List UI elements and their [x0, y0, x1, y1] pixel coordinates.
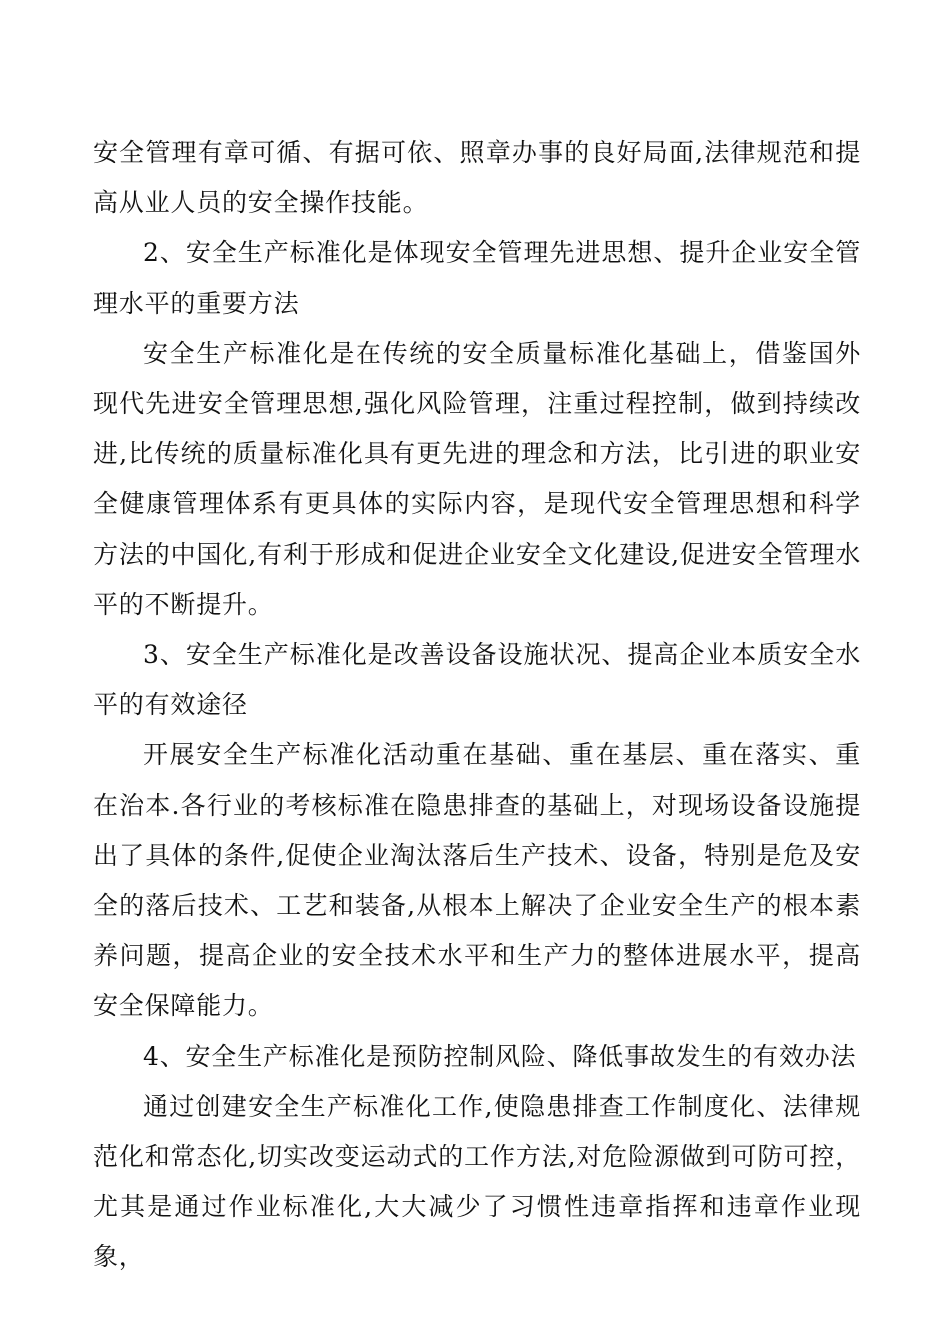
document-body — [93, 128, 861, 1283]
section-heading-4: 4、安全生产标准化是预防控制风险、降低事故发生的有效办法 — [143, 1041, 857, 1071]
paragraph-section-3-body: 开展安全生产标准化活动重在基础、重在基层、重在落实、重在治本.各行业的考核标准在隐患排查的基础上，对现场设备设施提出了具体的条件,促使企业淘汰落后生产技术、设备，特别是危及安全的落后技术、工艺和装备,从根本上解决了企业安全生产的根本素养问题，提高企业的安全技术水平和生产力的整体进展水平，提高安全保障能力。 — [93, 740, 861, 1021]
section-heading-3: 3、安全生产标准化是改善设备设施状况、提高企业本质安全水平的有效途径 — [93, 640, 861, 720]
section-heading-2: 2、安全生产标准化是体现安全管理先进思想、提升企业安全管理水平的重要方法 — [93, 238, 861, 318]
paragraph-continuation: 安全管理有章可循、有据可依、照章办事的良好局面,法律规范和提高从业人员的安全操作技能。 — [93, 138, 861, 218]
paragraph-section-4-body: 通过创建安全生产标准化工作,使隐患排查工作制度化、法律规范化和常态化,切实改变运动式的工作方法,对危险源做到可防可控，尤其是通过作业标准化,大大减少了习惯性违章指挥和违章作业现象， — [93, 1091, 861, 1272]
paragraph-section-2-body: 安全生产标准化是在传统的安全质量标准化基础上，借鉴国外现代先进安全管理思想,强化风险管理，注重过程控制，做到持续改进,比传统的质量标准化具有更先进的理念和方法，比引进的职业安全健康管理体系有更具体的实际内容，是现代安全管理思想和科学方法的中国化,有利于形成和促进企业安全文化建设,促进安全管理水平的不断提升。 — [93, 338, 861, 619]
